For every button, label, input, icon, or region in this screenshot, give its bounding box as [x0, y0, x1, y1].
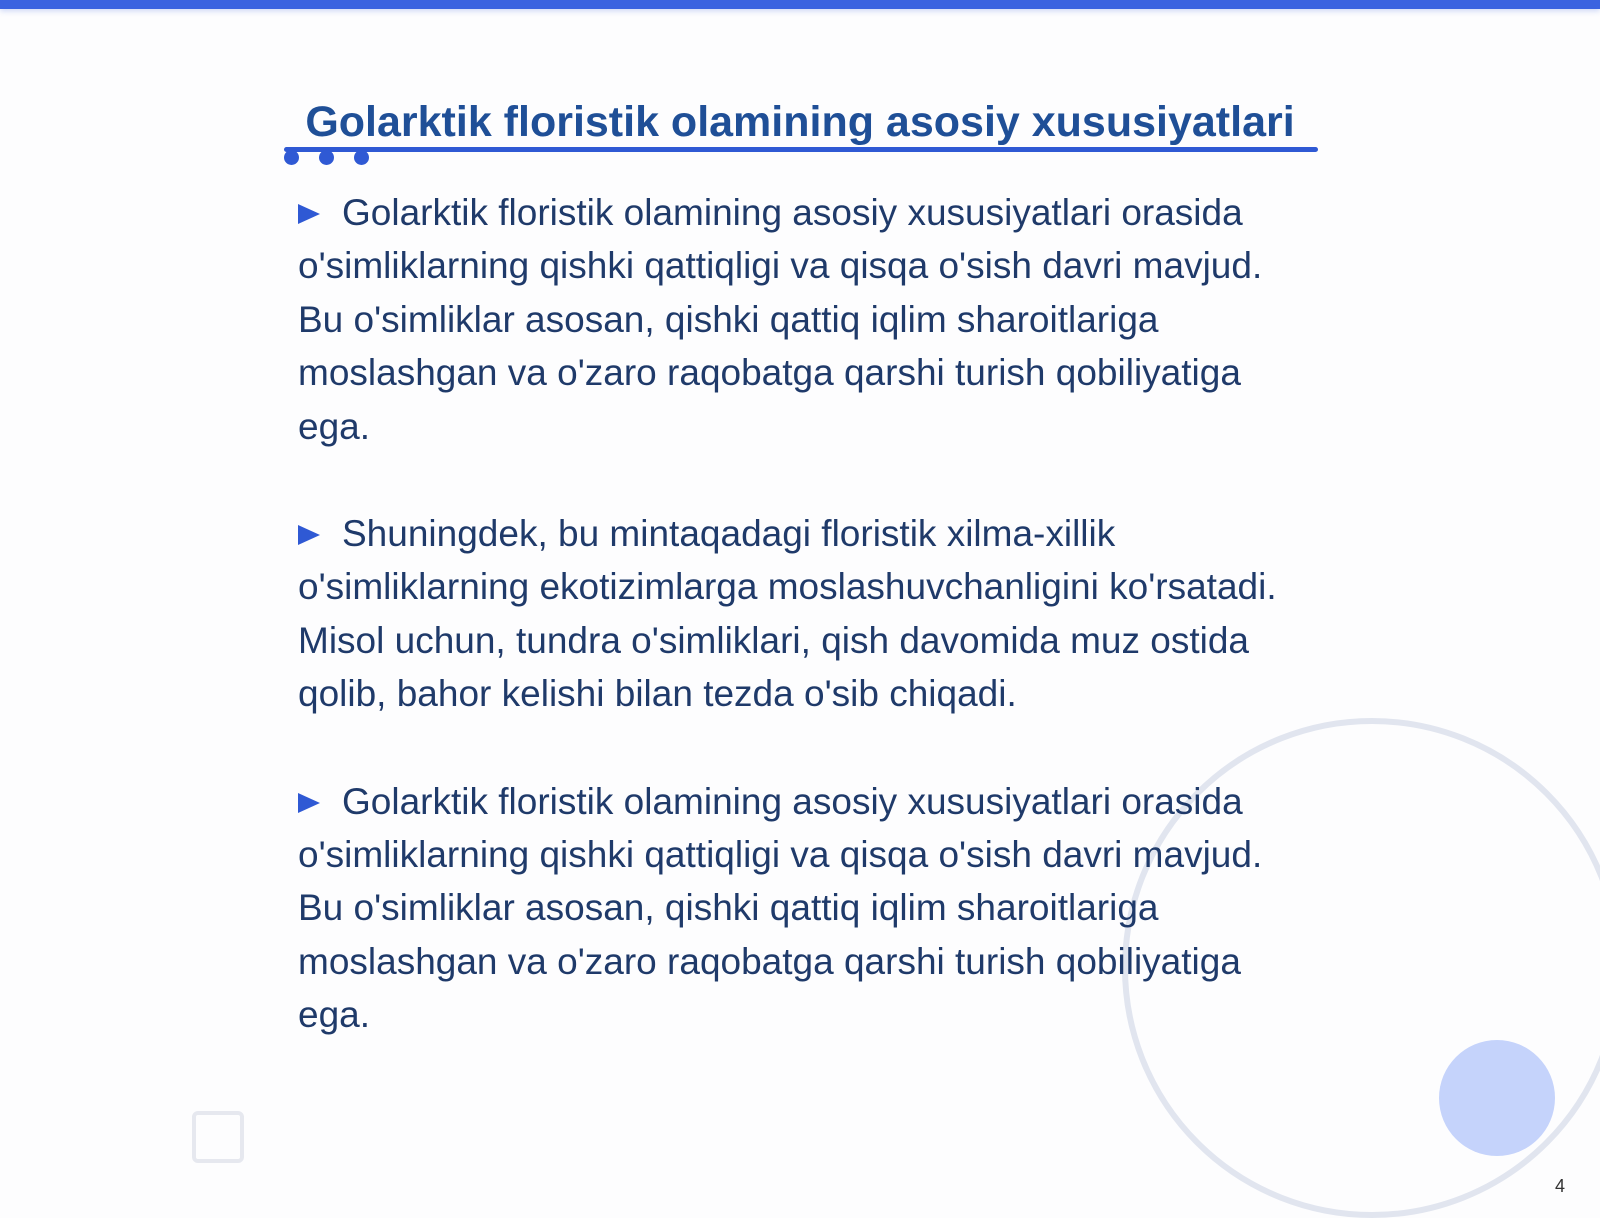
bullet-paragraph: [298, 186, 1298, 453]
bullet-paragraph: [298, 775, 1298, 1042]
triangle-right-bullet-icon: [298, 525, 320, 545]
paragraph-text: Shuningdek, bu mintaqadagi floristik xilma-xillik o'simliklarning ekotizimlarga moslashuvchanligini ko'rsatadi. Misol uchun, tundra o'simliklari, qish davomida muz ostida qolib, bahor kelishi bilan tezda o'sib chiqadi.: [298, 513, 1277, 715]
slide-title: Golarktik floristik olamining asosiy xususiyatlari: [305, 98, 1295, 146]
triangle-right-bullet-icon: [298, 204, 320, 224]
page-number: 4: [1555, 1176, 1566, 1196]
triangle-right-bullet-icon: [298, 793, 320, 813]
decorative-disc: [1439, 1040, 1555, 1156]
bullet-paragraph: [298, 507, 1298, 721]
slide-body: [298, 186, 1298, 1096]
paragraph-text: Golarktik floristik olamining asosiy xususiyatlari orasida o'simliklarning qishki qattiqligi va qisqa o'sish davri mavjud. Bu o'simliklar asosan, qishki qattiq iqlim sharoitlariga moslashgan va o'zaro raqobatga qarshi turish qobiliyatiga ega.: [298, 192, 1263, 447]
decorative-square: [192, 1111, 244, 1163]
top-accent-bar: [0, 0, 1600, 9]
decorative-dot: [284, 150, 299, 165]
paragraph-text: Golarktik floristik olamining asosiy xususiyatlari orasida o'simliklarning qishki qattiqligi va qisqa o'sish davri mavjud. Bu o'simliklar asosan, qishki qattiq iqlim sharoitlariga moslashgan va o'zaro raqobatga qarshi turish qobiliyatiga ega.: [298, 780, 1263, 1036]
